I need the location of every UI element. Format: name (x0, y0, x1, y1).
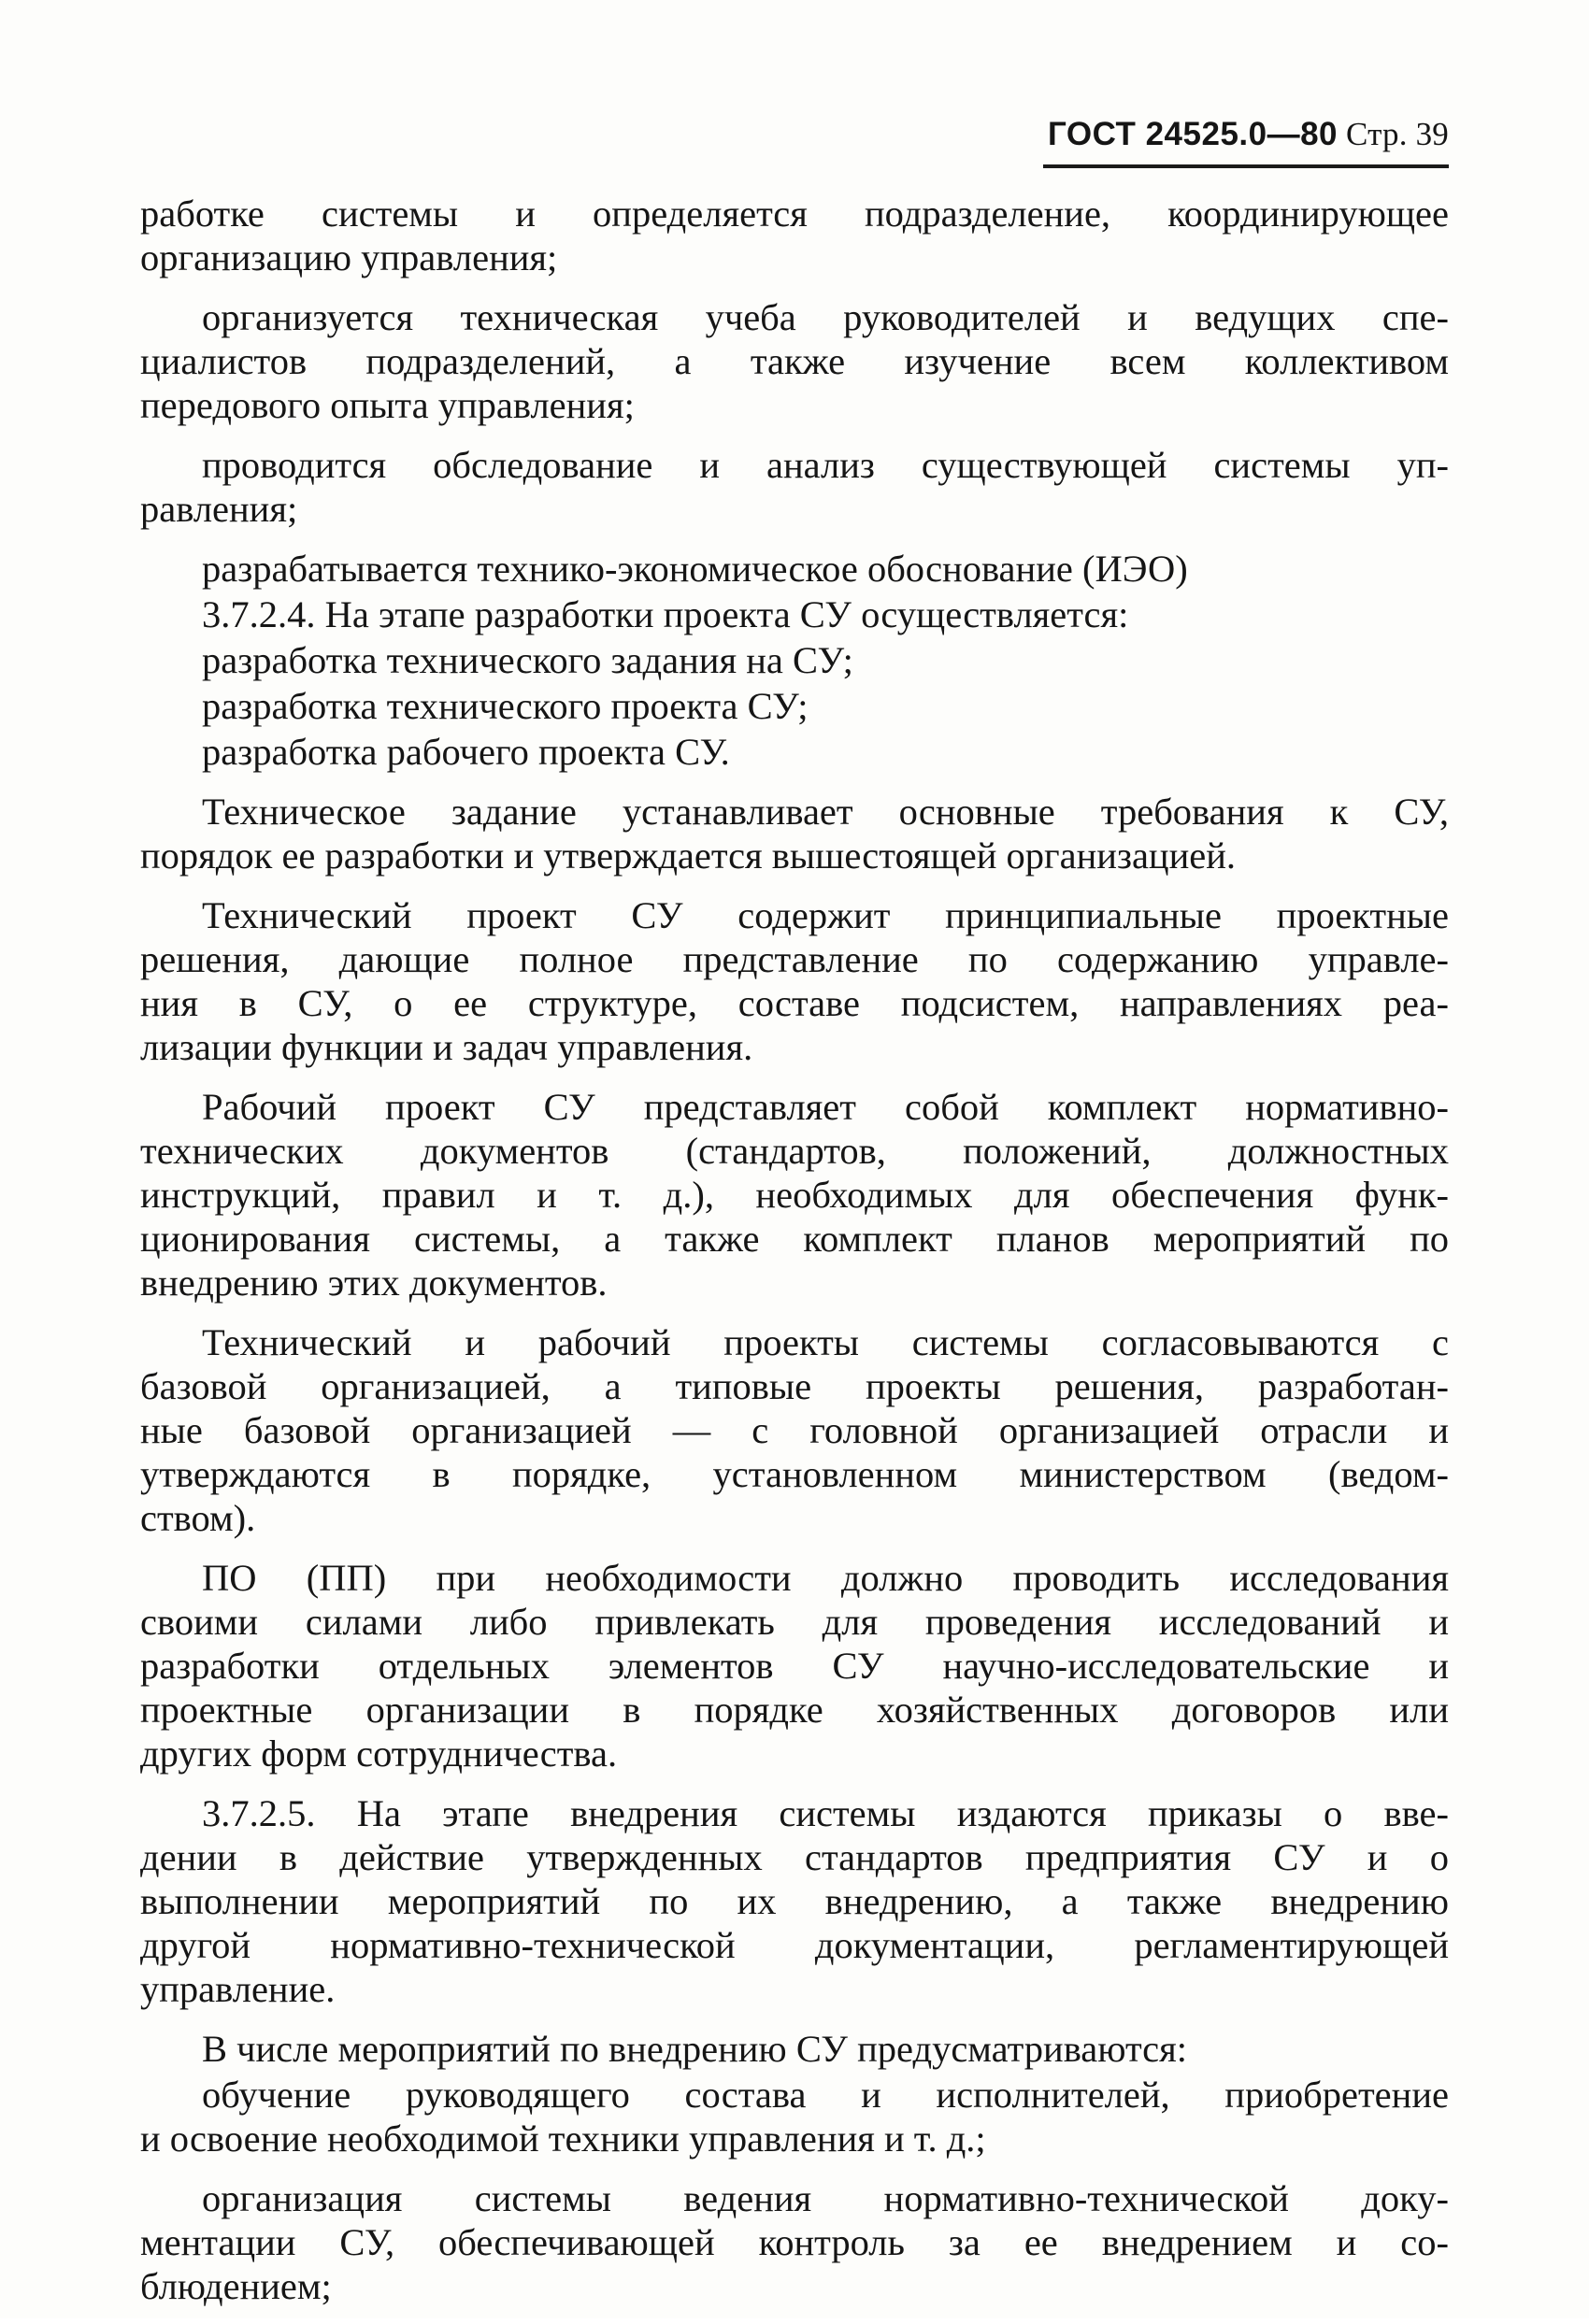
paragraph (140, 2073, 1449, 2160)
text-line: блюдением; (140, 2265, 332, 2307)
text-line: разрабатывается технико-экономическое обоснование (ИЭО) (202, 548, 1188, 590)
text-line: лизации функции и задач управления. (140, 1026, 753, 1068)
standard-number: ГОСТ 24525.0—80 (1047, 116, 1338, 152)
text-line: своими силами либо привлекать для проведения исследований и (140, 1601, 1449, 1643)
text-line: В числе мероприятий по внедрению СУ предусматриваются: (202, 2028, 1188, 2070)
paragraph (140, 638, 1449, 682)
paragraph (140, 2027, 1449, 2071)
text-line: организация системы ведения нормативно-технической доку- (202, 2177, 1449, 2219)
text-line: решения, дающие полное представление по содержанию управле- (140, 938, 1449, 980)
paragraph (140, 893, 1449, 1069)
text-line: и освоение необходимой техники управления и т. д.; (140, 2117, 986, 2160)
document-body (140, 192, 1449, 2324)
text-line: 3.7.2.4. На этапе разработки проекта СУ осуществляется: (202, 593, 1129, 635)
page-number: Стр. 39 (1345, 116, 1449, 152)
text-line: управление. (140, 1968, 336, 2010)
text-line: других форм сотрудничества. (140, 1732, 618, 1775)
paragraph (140, 2176, 1449, 2308)
paragraph (140, 192, 1449, 279)
page-header (1038, 114, 1449, 155)
text-line: Технический и рабочий проекты системы согласовываются с (202, 1321, 1449, 1363)
text-line: Технический проект СУ содержит принципиальные проектные (202, 894, 1449, 936)
text-line: организацию управления; (140, 236, 558, 278)
paragraph (140, 295, 1449, 427)
paragraph (140, 1320, 1449, 1540)
paragraph (140, 790, 1449, 877)
text-line: Рабочий проект СУ представляет собой комплект нормативно- (202, 1086, 1449, 1128)
paragraph (140, 592, 1449, 636)
text-line: работке системы и определяется подразделение, координирующее (140, 192, 1449, 235)
paragraph (140, 1556, 1449, 1775)
text-line: утверждаются в порядке, установленном министерством (ведом- (140, 1453, 1449, 1495)
text-line: организуется техническая учеба руководителей и ведущих спе- (202, 296, 1449, 338)
paragraph (140, 730, 1449, 774)
paragraph (140, 1085, 1449, 1305)
text-line: ПО (ПП) при необходимости должно проводить исследования (202, 1557, 1449, 1599)
text-line: разработка технического задания на СУ; (202, 639, 853, 681)
paragraph (140, 684, 1449, 728)
text-line: ментации СУ, обеспечивающей контроль за ее внедрением и со- (140, 2221, 1449, 2263)
header-rule (1043, 164, 1449, 168)
text-line: разработка технического проекта СУ; (202, 685, 809, 727)
paragraph (140, 1791, 1449, 2011)
text-line: обучение руководящего состава и исполнителей, приобретение (202, 2074, 1449, 2116)
text-line: Техническое задание устанавливает основные требования к СУ, (202, 791, 1449, 833)
text-line: базовой организацией, а типовые проекты решения, разработан- (140, 1365, 1449, 1407)
text-line: 3.7.2.5. На этапе внедрения системы издаются приказы о вве- (202, 1792, 1449, 1834)
text-line: разработки отдельных элементов СУ научно-исследовательские и (140, 1645, 1449, 1687)
text-line: дении в действие утвержденных стандартов предприятия СУ и о (140, 1836, 1449, 1878)
text-line: технических документов (стандартов, положений, должностных (140, 1130, 1449, 1172)
text-line: ством). (140, 1497, 256, 1539)
text-line: ные базовой организацией — с головной организацией отрасли и (140, 1409, 1449, 1451)
text-line: порядок ее разработки и утверждается вышестоящей организацией. (140, 834, 1237, 877)
text-line: другой нормативно-технической документации, регламентирующей (140, 1924, 1449, 1966)
text-line: выполнении мероприятий по их внедрению, а также внедрению (140, 1880, 1449, 1922)
text-line: равления; (140, 488, 298, 530)
text-line: проектные организации в порядке хозяйственных договоров или (140, 1689, 1449, 1731)
paragraph (140, 443, 1449, 531)
text-line: ния в СУ, о ее структуре, составе подсистем, направлениях реа- (140, 982, 1449, 1024)
text-line: передового опыта управления; (140, 384, 635, 426)
text-line: циалистов подразделений, а также изучение всем коллективом (140, 340, 1449, 382)
text-line: внедрению этих документов. (140, 1262, 608, 1304)
text-line: инструкций, правил и т. д.), необходимых для обеспечения функ- (140, 1174, 1449, 1216)
text-line: ционирования системы, а также комплект планов мероприятий по (140, 1218, 1449, 1260)
paragraph (140, 547, 1449, 591)
text-line: проводится обследование и анализ существующей системы уп- (202, 444, 1449, 486)
text-line: разработка рабочего проекта СУ. (202, 731, 730, 773)
